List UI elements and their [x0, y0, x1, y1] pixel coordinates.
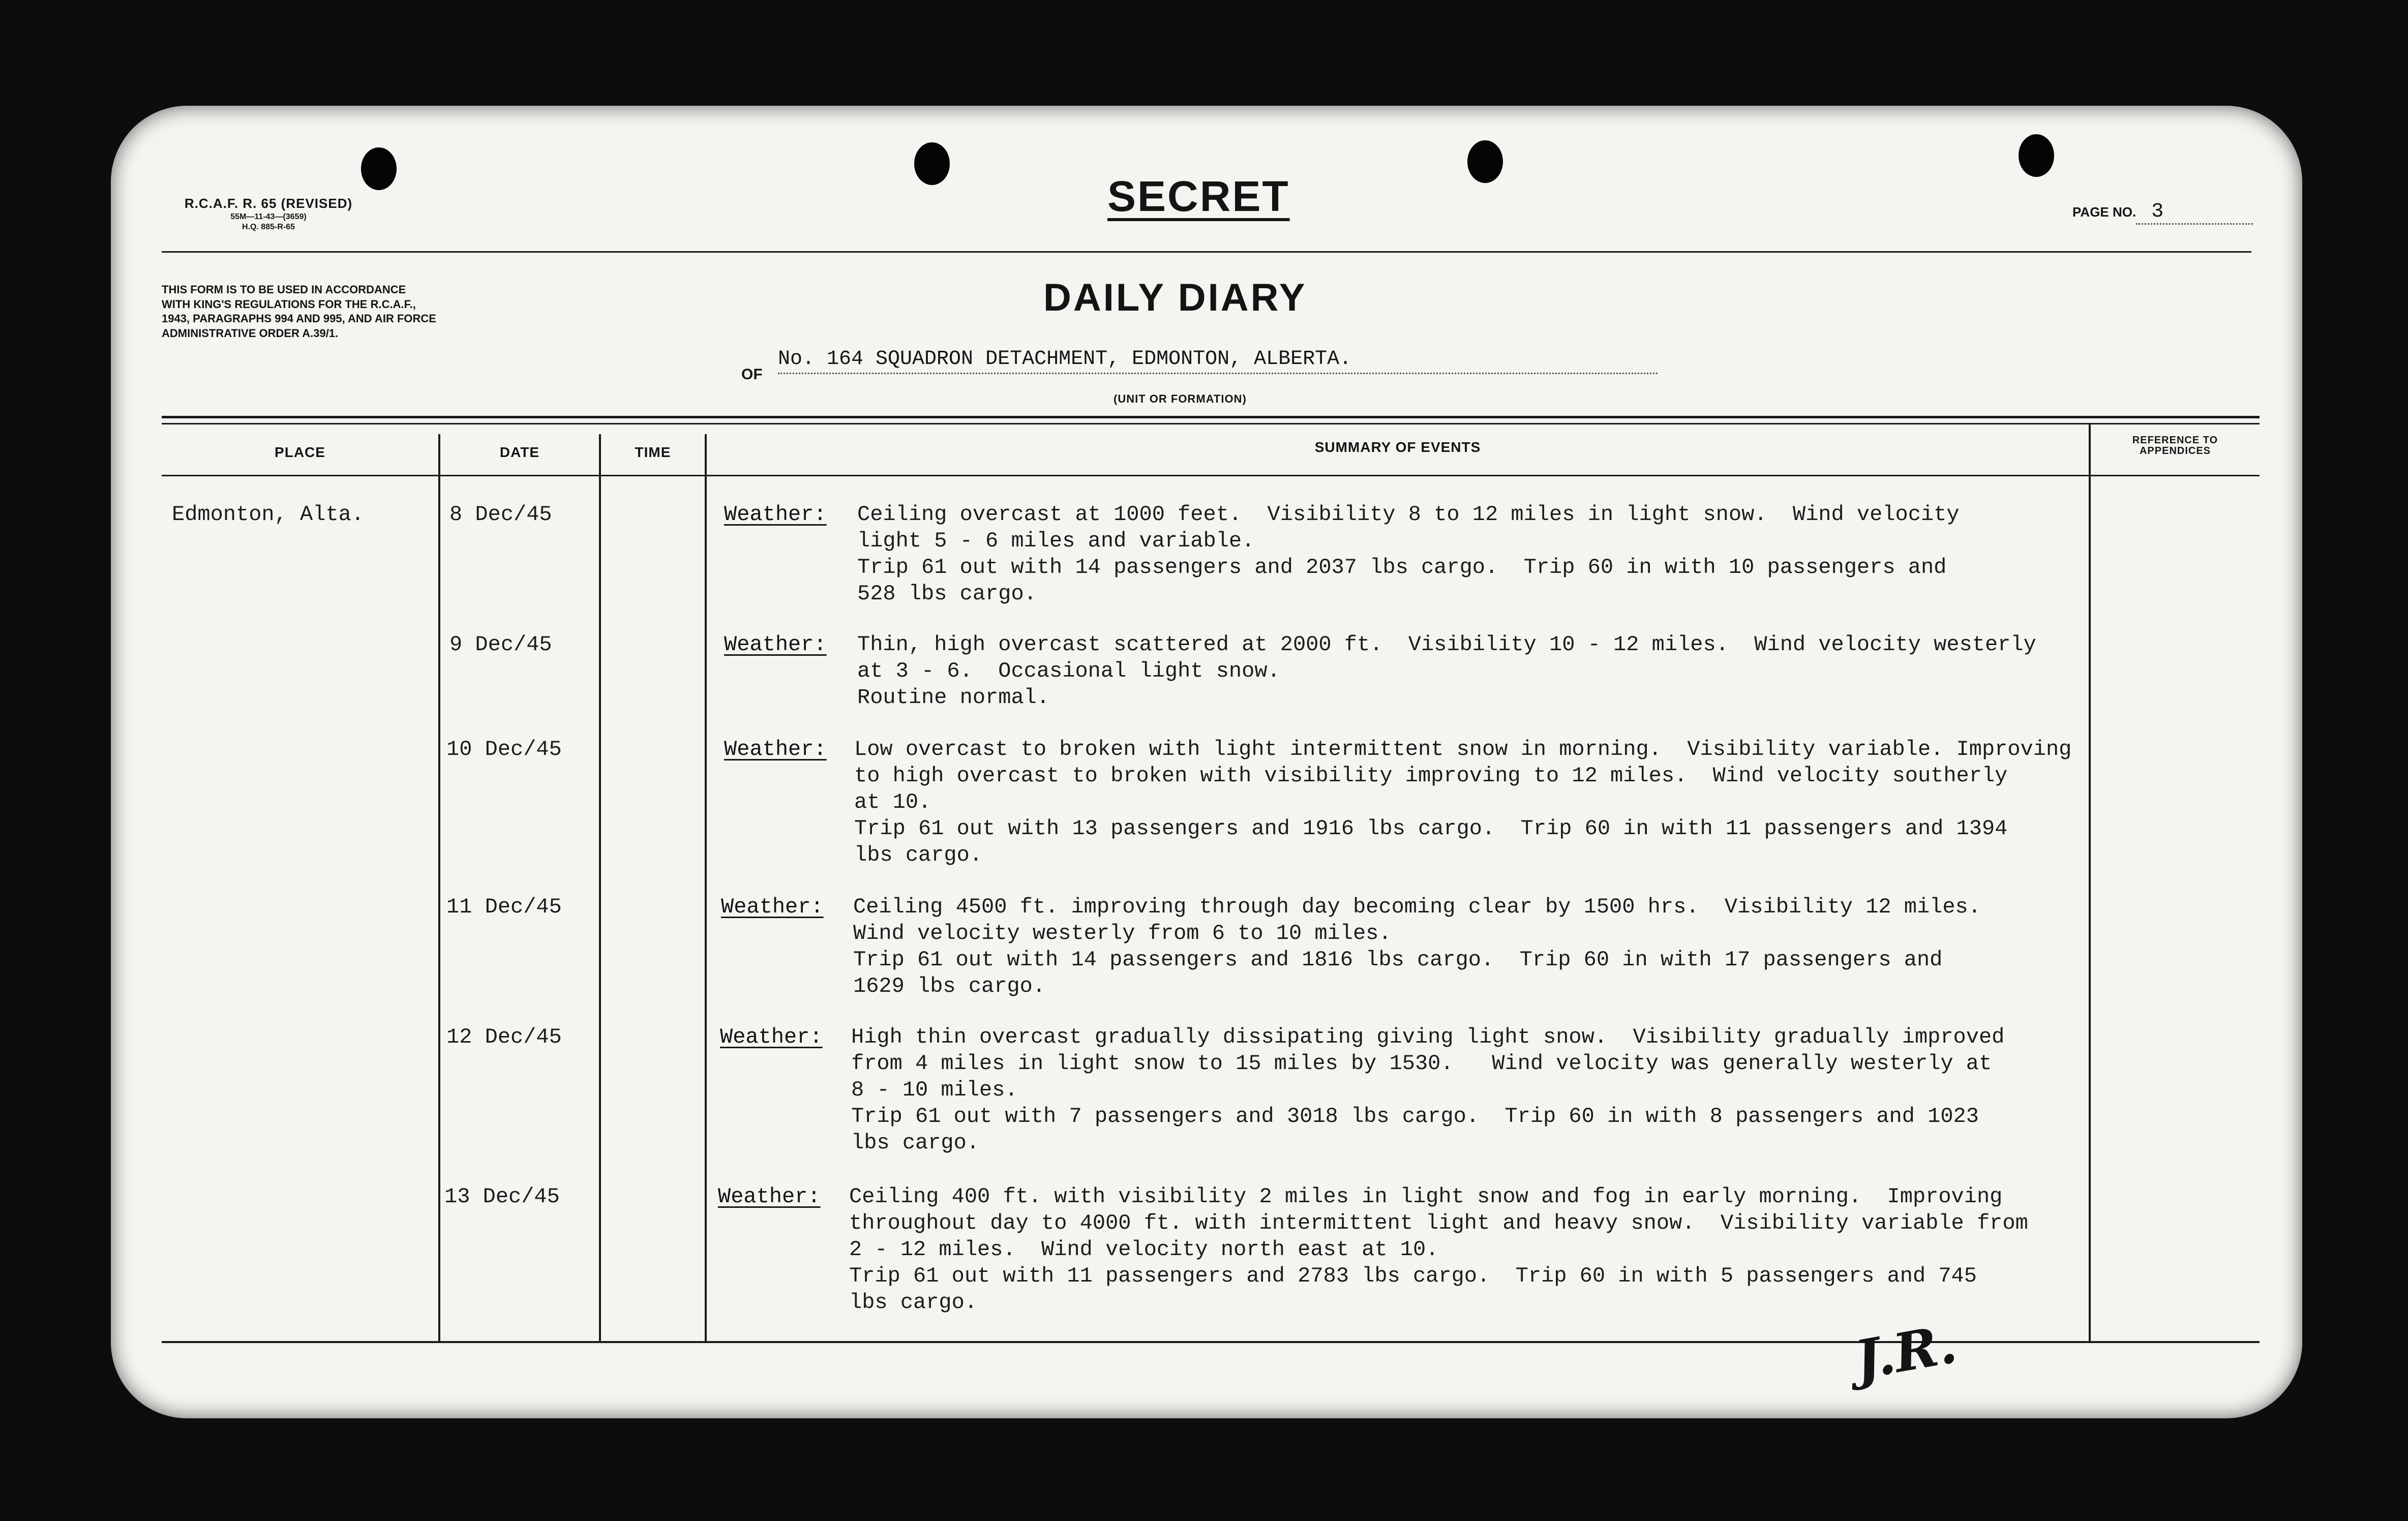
entry-line: Ceiling 400 ft. with visibility 2 miles in light snow and fog in early morning. Improving	[849, 1184, 2003, 1209]
date-cell: 10 Dec/45	[446, 737, 562, 762]
column-divider	[2089, 424, 2091, 1341]
date-cell: 9 Dec/45	[449, 632, 552, 657]
entry-line: light 5 - 6 miles and variable.	[857, 529, 1255, 553]
form-print-code: 55M—11-43—(3659)	[230, 212, 307, 221]
unit-caption: (UNIT OR FORMATION)	[1113, 392, 1247, 405]
diary-entry	[857, 501, 1960, 607]
entry-line: 8 - 10 miles.	[851, 1078, 1018, 1102]
table-top-rule-inner	[162, 423, 2260, 424]
diary-entry	[849, 1183, 2028, 1316]
weather-label: Weather:	[721, 895, 824, 919]
instruction-line: ADMINISTRATIVE ORDER A.39/1.	[162, 326, 339, 340]
diary-entry	[854, 736, 2071, 868]
column-header-date: DATE	[499, 444, 540, 460]
column-header-place: PLACE	[275, 444, 325, 460]
punch-hole	[2019, 134, 2054, 177]
entry-line: Routine normal.	[857, 685, 1050, 710]
entry-line: lbs cargo.	[849, 1290, 978, 1315]
date-cell: 8 Dec/45	[449, 502, 552, 527]
weather-label: Weather:	[718, 1184, 821, 1209]
diary-entry	[857, 631, 2036, 711]
page-number-value: 3	[2136, 200, 2253, 225]
instruction-line: WITH KING'S REGULATIONS FOR THE R.C.A.F.,	[162, 297, 416, 311]
weather-label: Weather:	[724, 632, 827, 657]
entry-line: Ceiling 4500 ft. improving through day becoming clear by 1500 hrs. Visibility 12 miles.	[853, 895, 1981, 919]
unit-name: No. 164 SQUADRON DETACHMENT, EDMONTON, ALBERTA.	[778, 348, 1658, 374]
weather-label: Weather:	[724, 737, 827, 762]
entry-line: Trip 61 out with 7 passengers and 3018 lbs cargo. Trip 60 in with 8 passengers and 1023	[851, 1104, 1979, 1129]
column-divider	[438, 434, 440, 1341]
entry-line: to high overcast to broken with visibility improving to 12 miles. Wind velocity southerly	[854, 764, 2008, 788]
punch-hole	[1467, 140, 1503, 183]
diary-entry	[851, 1024, 2004, 1156]
entry-line: Low overcast to broken with light intermittent snow in morning. Visibility variable. Improving	[854, 737, 2072, 762]
diary-page	[111, 106, 2302, 1418]
reference-header-line: APPENDICES	[2139, 445, 2211, 457]
entry-line: Trip 61 out with 14 passengers and 2037 lbs cargo. Trip 60 in with 10 passengers and	[857, 555, 1947, 580]
entry-line: 1629 lbs cargo.	[853, 974, 1046, 998]
entry-line: 528 lbs cargo.	[857, 582, 1037, 606]
punch-hole	[914, 142, 950, 185]
column-header-reference	[2091, 435, 2260, 457]
entry-line: Trip 61 out with 11 passengers and 2783 lbs cargo. Trip 60 in with 5 passengers and 745	[849, 1264, 1977, 1288]
column-header-summary: SUMMARY OF EVENTS	[1314, 439, 1481, 455]
entry-line: throughout day to 4000 ft. with intermittent light and heavy snow. Visibility variable from	[849, 1211, 2028, 1235]
security-classification: SECRET	[1107, 172, 1290, 220]
weather-label: Weather:	[724, 502, 827, 527]
entry-line: Trip 61 out with 13 passengers and 1916 lbs cargo. Trip 60 in with 11 passengers and 1394	[854, 816, 2008, 841]
column-header-time: TIME	[635, 444, 671, 460]
form-number: R.C.A.F. R. 65 (REVISED)	[184, 196, 353, 211]
form-hq-code: H.Q. 885-R-65	[242, 222, 295, 231]
diary-entry	[853, 894, 1981, 999]
entry-line: Trip 61 out with 14 passengers and 1816 lbs cargo. Trip 60 in with 17 passengers and	[853, 948, 1943, 972]
column-divider	[705, 434, 707, 1341]
entry-line: Ceiling overcast at 1000 feet. Visibility 8 to 12 miles in light snow. Wind velocity	[857, 502, 1960, 527]
page-number-field	[2072, 200, 2253, 225]
date-cell: 11 Dec/45	[446, 895, 562, 919]
instruction-line: THIS FORM IS TO BE USED IN ACCORDANCE	[162, 283, 406, 296]
place-cell: Edmonton, Alta.	[172, 502, 365, 527]
entry-line: lbs cargo.	[851, 1131, 980, 1155]
punch-hole	[361, 147, 397, 190]
page-title: DAILY DIARY	[1043, 276, 1307, 319]
entry-line: lbs cargo.	[854, 843, 983, 867]
handwritten-initials: J.R.	[1850, 1312, 1962, 1392]
unit-of-label: OF	[741, 366, 763, 383]
instruction-line: 1943, PARAGRAPHS 994 AND 995, AND AIR FORCE	[162, 312, 436, 325]
table-top-rule	[162, 416, 2260, 418]
header-rule	[162, 251, 2251, 253]
form-instructions	[162, 283, 568, 341]
entry-line: Wind velocity westerly from 6 to 10 miles.	[853, 921, 1392, 946]
entry-line: at 3 - 6. Occasional light snow.	[857, 659, 1280, 683]
table-header-rule	[162, 475, 2260, 476]
weather-label: Weather:	[720, 1025, 823, 1049]
reference-header-line: REFERENCE TO	[2132, 435, 2218, 446]
entry-line: at 10.	[854, 790, 931, 814]
entry-line: Thin, high overcast scattered at 2000 ft. Visibility 10 - 12 miles. Wind velocity westerly	[857, 632, 2036, 657]
column-divider	[599, 434, 601, 1341]
form-identifier	[167, 195, 370, 232]
date-cell: 12 Dec/45	[446, 1025, 562, 1049]
entry-line: 2 - 12 miles. Wind velocity north east at 10.	[849, 1237, 1439, 1262]
entry-line: High thin overcast gradually dissipating giving light snow. Visibility gradually improved	[851, 1025, 2005, 1049]
entry-line: from 4 miles in light snow to 15 miles by 1530. Wind velocity was generally westerly at	[851, 1051, 1992, 1076]
date-cell: 13 Dec/45	[444, 1184, 560, 1209]
page-number-label: PAGE NO.	[2072, 204, 2136, 220]
